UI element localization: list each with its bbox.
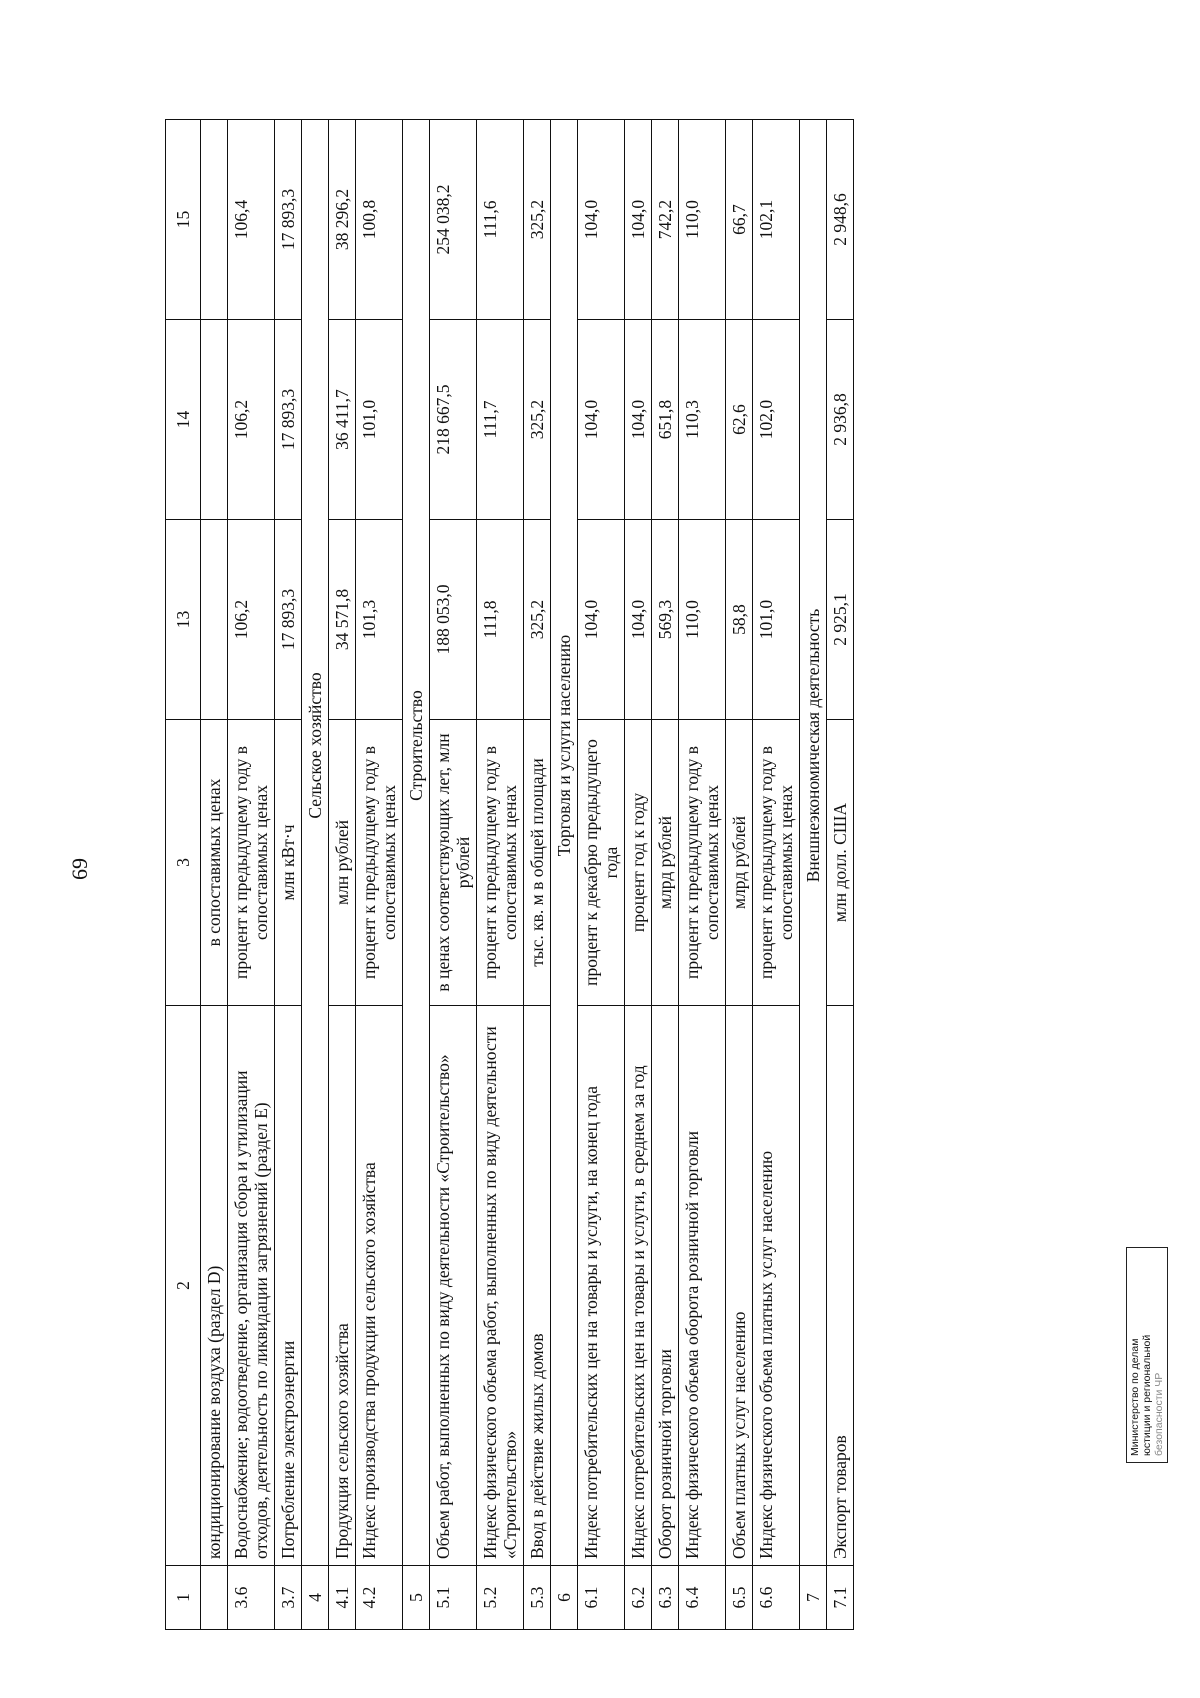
unit-cell: млн долл. США: [827, 720, 854, 1006]
indicator-name: Индекс физического объема оборота розничной торговли: [679, 1006, 726, 1566]
value-col13: 111,8: [477, 520, 524, 720]
table-row: [578, 120, 625, 1630]
value-col14: 218 667,5: [430, 320, 477, 520]
table-row: [228, 120, 275, 1630]
value-col14: 104,0: [578, 320, 625, 520]
section-number: 6: [551, 1566, 578, 1630]
value-col15: [201, 120, 228, 320]
section-number: 5: [403, 1566, 430, 1630]
unit-cell: процент к предыдущему году в сопоставимых ценах: [228, 720, 275, 1006]
value-col13: 104,0: [625, 520, 652, 720]
header-cell-col3: 3: [166, 720, 201, 1006]
ministry-stamp: [1126, 1247, 1168, 1463]
value-col13: 2 925,1: [827, 520, 854, 720]
stamp-line-1: Министерство по делам: [1129, 1338, 1141, 1456]
indicator-name: Индекс физического объема работ, выполненных по виду деятельности «Строительство»: [477, 1006, 524, 1566]
section-title: Сельское хозяйство: [302, 120, 329, 1566]
value-col15: 110,0: [679, 120, 726, 320]
value-col13: 188 053,0: [430, 520, 477, 720]
value-col13: 110,0: [679, 520, 726, 720]
indicator-name: Индекс потребительских цен на товары и услуги, на конец года: [578, 1006, 625, 1566]
header-cell-col15: 15: [166, 120, 201, 320]
row-number: 6.1: [578, 1566, 625, 1630]
table-row: [625, 120, 652, 1630]
header-cell-col1: 1: [166, 1566, 201, 1630]
value-col15: 66,7: [726, 120, 753, 320]
header-row: [166, 120, 201, 1630]
stamp-line-3: безопасности ЧР: [1153, 1372, 1165, 1456]
table-row: [356, 120, 403, 1630]
indicator-name: Индекс производства продукции сельского хозяйства: [356, 1006, 403, 1566]
unit-cell: процент к предыдущему году в сопоставимых ценах: [356, 720, 403, 1006]
value-col14: 2 936,8: [827, 320, 854, 520]
section-title: Строительство: [403, 120, 430, 1566]
value-col15: 17 893,3: [275, 120, 302, 320]
section-row: [551, 120, 578, 1630]
unit-cell: процент год к году: [625, 720, 652, 1006]
value-col15: 104,0: [578, 120, 625, 320]
row-number: 6.6: [753, 1566, 800, 1630]
value-col15: 104,0: [625, 120, 652, 320]
value-col15: 742,2: [652, 120, 679, 320]
indicator-name: Ввод в действие жилых домов: [524, 1006, 551, 1566]
indicator-name: Оборот розничной торговли: [652, 1006, 679, 1566]
indicator-name: Экспорт товаров: [827, 1006, 854, 1566]
value-col14: 651,8: [652, 320, 679, 520]
row-number: 6.3: [652, 1566, 679, 1630]
value-col14: 17 893,3: [275, 320, 302, 520]
value-col14: 106,2: [228, 320, 275, 520]
indicator-name: Объем работ, выполненных по виду деятельности «Строительство»: [430, 1006, 477, 1566]
value-col15: 106,4: [228, 120, 275, 320]
unit-cell: в сопоставимых ценах: [201, 720, 228, 1006]
unit-cell: млрд рублей: [652, 720, 679, 1006]
value-col13: [201, 520, 228, 720]
value-col14: 102,0: [753, 320, 800, 520]
table-row: [477, 120, 524, 1630]
section-row: [403, 120, 430, 1630]
value-col14: 110,3: [679, 320, 726, 520]
header-cell-col2: 2: [166, 1006, 201, 1566]
value-col14: 325,2: [524, 320, 551, 520]
indicator-name: кондиционирование воздуха (раздел D): [201, 1006, 228, 1566]
value-col14: 62,6: [726, 320, 753, 520]
row-number: 5.3: [524, 1566, 551, 1630]
value-col14: 111,7: [477, 320, 524, 520]
section-row: [302, 120, 329, 1630]
value-col15: 102,1: [753, 120, 800, 320]
section-number: 4: [302, 1566, 329, 1630]
value-col15: 2 948,6: [827, 120, 854, 320]
unit-cell: процент к декабрю предыдущего года: [578, 720, 625, 1006]
value-col14: 104,0: [625, 320, 652, 520]
value-col14: 36 411,7: [329, 320, 356, 520]
row-number: 7.1: [827, 1566, 854, 1630]
unit-cell: тыс. кв. м в общей площади: [524, 720, 551, 1006]
value-col13: 106,2: [228, 520, 275, 720]
table-row: [827, 120, 854, 1630]
value-col14: 101,0: [356, 320, 403, 520]
unit-cell: процент к предыдущему году в сопоставимых ценах: [679, 720, 726, 1006]
value-col13: 101,3: [356, 520, 403, 720]
unit-cell: млрд рублей: [726, 720, 753, 1006]
row-number: 6.5: [726, 1566, 753, 1630]
table-row: [726, 120, 753, 1630]
rotated-table-wrapper: [165, 120, 1125, 1630]
row-number: 4.1: [329, 1566, 356, 1630]
value-col15: 254 038,2: [430, 120, 477, 320]
value-col13: 101,0: [753, 520, 800, 720]
table-row: [652, 120, 679, 1630]
table-row: [679, 120, 726, 1630]
header-cell-col14: 14: [166, 320, 201, 520]
row-number: 4.2: [356, 1566, 403, 1630]
unit-cell: в ценах соответствующих лет, млн рублей: [430, 720, 477, 1006]
unit-cell: млн рублей: [329, 720, 356, 1006]
indicator-name: Объем платных услуг населению: [726, 1006, 753, 1566]
value-col13: 104,0: [578, 520, 625, 720]
value-col13: 58,8: [726, 520, 753, 720]
table-row: [275, 120, 302, 1630]
page-number: 69: [67, 858, 92, 880]
section-title: Торговля и услуги населению: [551, 120, 578, 1566]
header-cell-col13: 13: [166, 520, 201, 720]
stamp-line-2: юстиции и региональной: [1141, 1334, 1153, 1456]
section-row: [800, 120, 827, 1630]
row-number: 3.7: [275, 1566, 302, 1630]
row-number: [201, 1566, 228, 1630]
row-number: 5.2: [477, 1566, 524, 1630]
row-number: 6.2: [625, 1566, 652, 1630]
table-row: [329, 120, 356, 1630]
indicator-name: Водоснабжение; водоотведение, организация сбора и утилизации отходов, деятельность по ликвидации загрязнений (раздел Е): [228, 1006, 275, 1566]
value-col13: 569,3: [652, 520, 679, 720]
table-body: [166, 120, 854, 1630]
row-number: 5.1: [430, 1566, 477, 1630]
indicators-table: [165, 119, 854, 1630]
value-col13: 34 571,8: [329, 520, 356, 720]
value-col14: [201, 320, 228, 520]
table-row: [201, 120, 228, 1630]
indicator-name: Индекс потребительских цен на товары и услуги, в среднем за год: [625, 1006, 652, 1566]
table-row: [753, 120, 800, 1630]
row-number: 6.4: [679, 1566, 726, 1630]
value-col13: 17 893,3: [275, 520, 302, 720]
table-row: [430, 120, 477, 1630]
value-col13: 325,2: [524, 520, 551, 720]
value-col15: 325,2: [524, 120, 551, 320]
section-number: 7: [800, 1566, 827, 1630]
value-col15: 38 296,2: [329, 120, 356, 320]
indicator-name: Потребление электроэнергии: [275, 1006, 302, 1566]
unit-cell: млн кВт·ч: [275, 720, 302, 1006]
indicator-name: Индекс физического объема платных услуг населению: [753, 1006, 800, 1566]
value-col15: 100,8: [356, 120, 403, 320]
indicator-name: Продукция сельского хозяйства: [329, 1006, 356, 1566]
table-row: [524, 120, 551, 1630]
row-number: 3.6: [228, 1566, 275, 1630]
section-title: Внешнеэкономическая деятельность: [800, 120, 827, 1566]
unit-cell: процент к предыдущему году в сопоставимых ценах: [753, 720, 800, 1006]
unit-cell: процент к предыдущему году в сопоставимых ценах: [477, 720, 524, 1006]
value-col15: 111,6: [477, 120, 524, 320]
